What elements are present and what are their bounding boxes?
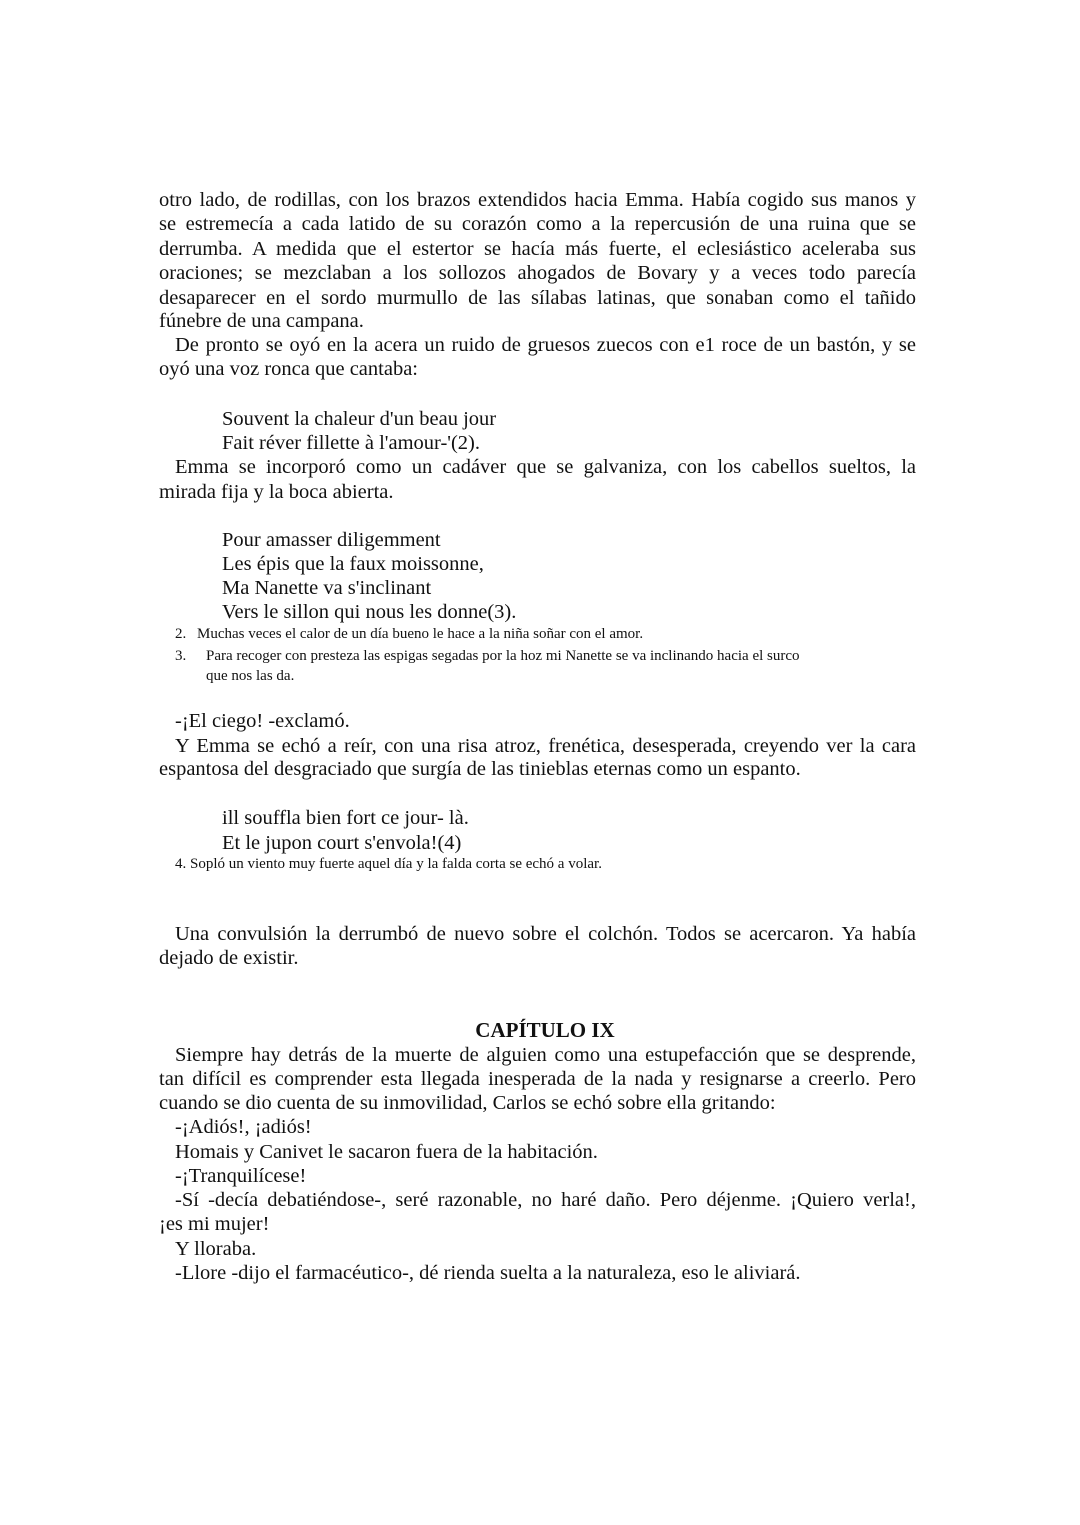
paragraph-line: Homais y Canivet le sacaron fuera de la habitación. (175, 1141, 598, 1163)
paragraph-line: desaparecer en el sordo murmullo de las sílabas latinas, que sonaban como el tañido (159, 287, 916, 309)
verse-line: Ma Nanette va s'inclinant (222, 577, 432, 599)
paragraph-line: oraciones; se mezclaban a los sollozos ahogados de Bovary y a veces todo parecía (159, 262, 916, 284)
paragraph-line: Y Emma se echó a reír, con una risa atroz, frenética, desesperada, creyendo ver la cara (175, 735, 916, 757)
paragraph-line: otro lado, de rodillas, con los brazos extendidos hacia Emma. Había cogido sus manos y (159, 189, 916, 211)
verse-line: Souvent la chaleur d'un beau jour (222, 408, 497, 430)
paragraph-line: De pronto se oyó en la acera un ruido de gruesos zuecos con e1 roce de un bastón, y se (175, 334, 916, 356)
paragraph-line: Siempre hay detrás de la muerte de alguien como una estupefacción que se desprende, (175, 1044, 916, 1066)
verse-line: Et le jupon court s'envola!(4) (222, 832, 462, 854)
chapter-title: CAPÍTULO IX (475, 1018, 615, 1042)
verse-line: ill souffla bien fort ce jour- là. (222, 807, 469, 829)
verse-line: Les épis que la faux moissonne, (222, 553, 484, 575)
paragraph-line: -Sí -decía debatiéndose-, seré razonable, no haré daño. Pero déjenme. ¡Quiero verla!, (175, 1189, 916, 1211)
footnote-3: que nos las da. (206, 668, 295, 684)
footnote-2: Muchas veces el calor de un día bueno le hace a la niña soñar con el amor. (197, 626, 644, 642)
paragraph-line: se estremecía a cada latido de su corazón como a la repercusión de una ruina que se (159, 213, 916, 235)
paragraph-line: -¡El ciego! -exclamó. (175, 710, 350, 732)
verse-line: Vers le sillon qui nous les donne(3). (222, 601, 517, 623)
paragraph-line: espantosa del desgraciado que surgía de las tinieblas eternas como un espanto. (159, 758, 801, 780)
paragraph-line: -¡Adiós!, ¡adiós! (175, 1116, 312, 1138)
paragraph-line: tan difícil es comprender esta llegada inesperada de la nada y resignarse a creerlo. Pero (159, 1068, 916, 1090)
verse-line: Pour amasser diligemment (222, 529, 441, 551)
paragraph-line: Emma se incorporó como un cadáver que se galvaniza, con los cabellos sueltos, la (175, 456, 916, 478)
paragraph-line: -Llore -dijo el farmacéutico-, dé rienda suelta a la naturaleza, eso le aliviará. (175, 1262, 801, 1284)
paragraph-line: ¡es mi mujer! (159, 1213, 270, 1235)
footnote-number: 3. (175, 648, 187, 664)
paragraph-line: mirada fija y la boca abierta. (159, 481, 394, 503)
paragraph-line: oyó una voz ronca que cantaba: (159, 358, 418, 380)
paragraph-line: derrumba. A medida que el estertor se hacía más fuerte, el eclesiástico aceleraba sus (159, 238, 916, 260)
paragraph-line: dejado de existir. (159, 947, 299, 969)
verse-line: Fait réver fillette à l'amour-'(2). (222, 432, 480, 454)
footnote-3: Para recoger con presteza las espigas segadas por la hoz mi Nanette se va inclinando hacia el surco (206, 648, 800, 664)
paragraph-line: Y lloraba. (175, 1238, 257, 1260)
paragraph-line: Una convulsión la derrumbó de nuevo sobre el colchón. Todos se acercaron. Ya había (175, 923, 916, 945)
paragraph-line: -¡Tranquilícese! (175, 1165, 307, 1187)
paragraph-line: fúnebre de una campana. (159, 310, 364, 332)
footnote-4: 4. Sopló un viento muy fuerte aquel día y la falda corta se echó a volar. (175, 856, 602, 872)
footnote-number: 2. (175, 626, 187, 642)
paragraph-line: cuando se dio cuenta de su inmovilidad, Carlos se echó sobre ella gritando: (159, 1092, 776, 1114)
